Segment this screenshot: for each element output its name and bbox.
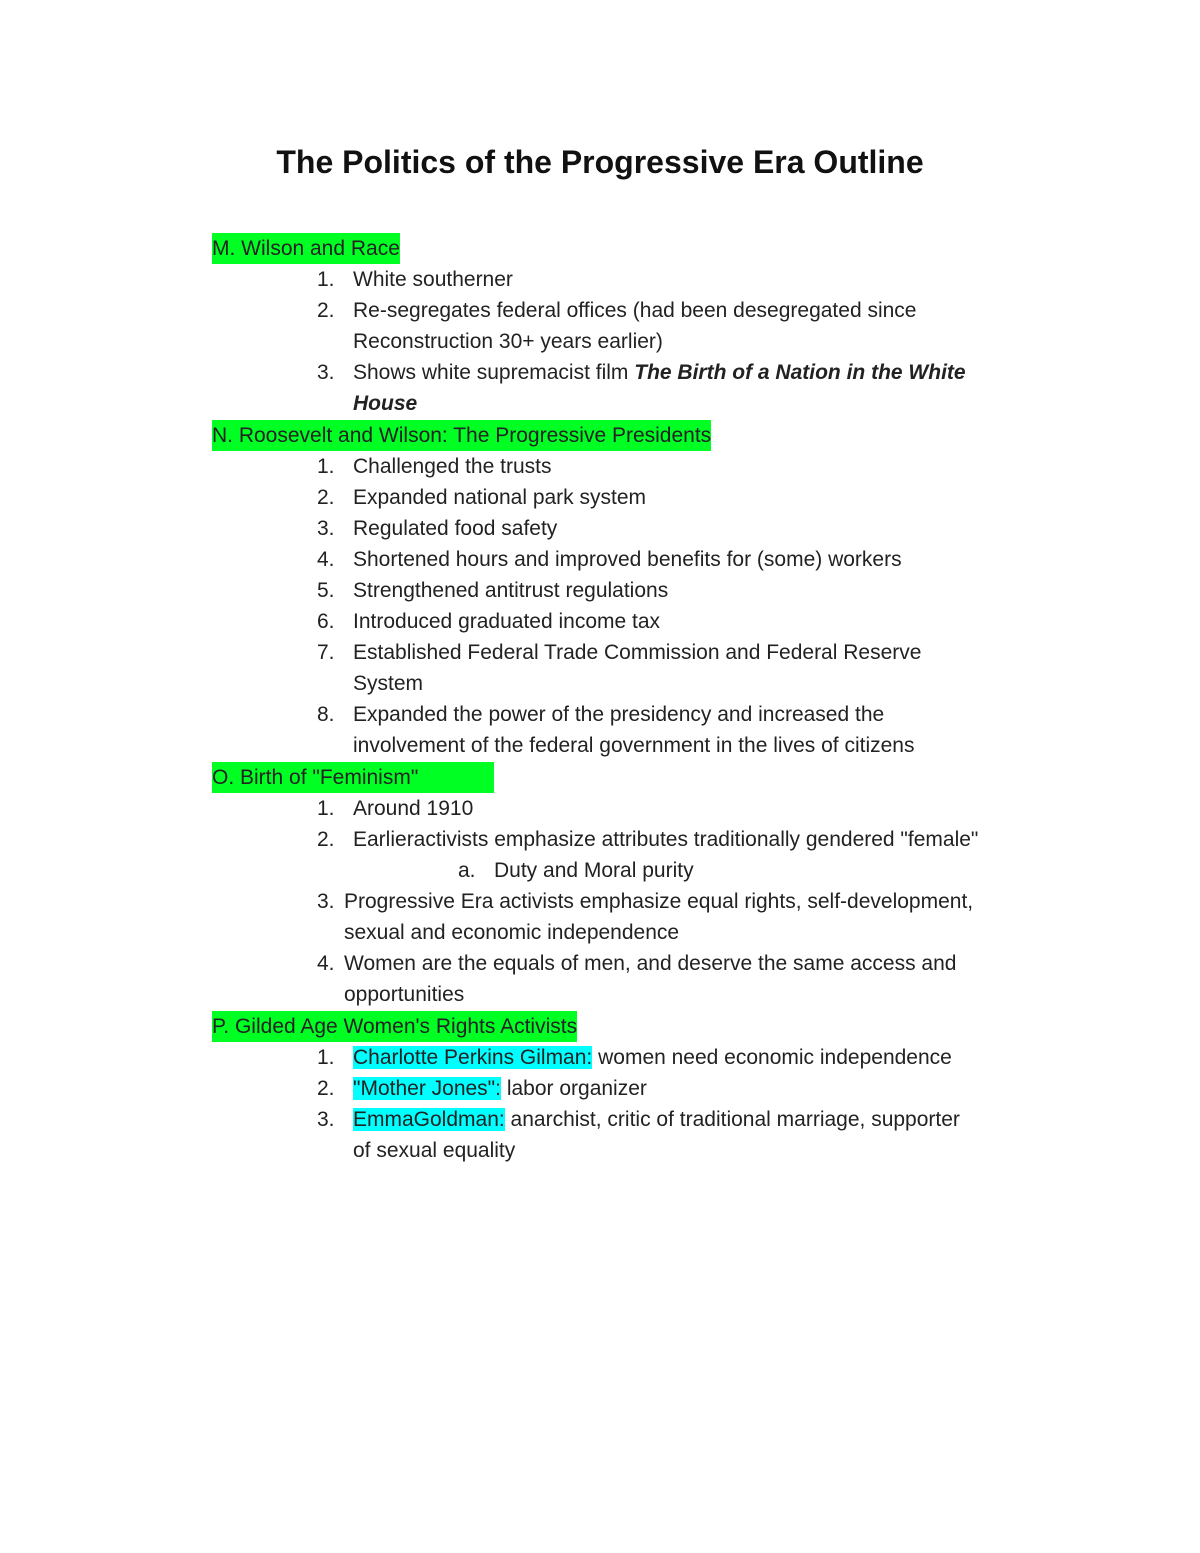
list-item-continuation: of sexual equality: [353, 1139, 516, 1162]
list-item: Re-segregates federal offices (had been desegregated since: [353, 299, 917, 322]
item-number: 2.: [317, 1077, 335, 1100]
list-item-continuation: opportunities: [344, 983, 465, 1006]
list-item: Challenged the trusts: [353, 455, 552, 478]
list-item: Regulated food safety: [353, 517, 558, 540]
list-item: Established Federal Trade Commission and Federal Reserve: [353, 641, 922, 664]
list-item-continuation: System: [353, 672, 424, 695]
item-number: 5.: [317, 579, 335, 602]
list-item: Progressive Era activists emphasize equal rights, self-development,: [344, 890, 974, 913]
list-item: Expanded the power of the presidency and increased the: [353, 703, 885, 726]
list-item: Introduced graduated income tax: [353, 610, 661, 633]
film-title-continuation: House: [353, 392, 418, 415]
section-heading-p: P. Gilded Age Women's Rights Activists: [212, 1011, 577, 1042]
activist-description: labor organizer: [500, 1077, 647, 1100]
list-item: Expanded national park system: [353, 486, 647, 509]
list-item: Strengthened antitrust regulations: [353, 579, 669, 602]
item-number: 3.: [317, 361, 335, 384]
item-number: 8.: [317, 703, 335, 726]
sub-list-item: Duty and Moral purity: [494, 859, 694, 882]
list-item: White southerner: [353, 268, 513, 291]
list-item-continuation: involvement of the federal government in the lives of citizens: [353, 734, 915, 757]
list-item-continuation: Reconstruction 30+ years earlier): [353, 330, 663, 353]
sub-item-letter: a.: [458, 859, 476, 882]
list-item: [353, 1104, 960, 1135]
film-title: The Birth of a Nation in the White: [634, 361, 966, 384]
item-number: 2.: [317, 828, 335, 851]
section-heading-o: O. Birth of "Feminism": [212, 762, 494, 793]
item-number: 1.: [317, 268, 335, 291]
item-number: 2.: [317, 299, 335, 322]
item-number: 2.: [317, 486, 335, 509]
item-number: 1.: [317, 455, 335, 478]
item-text: Shows white supremacist film: [353, 361, 635, 384]
list-item: [353, 1073, 647, 1104]
item-number: 3.: [317, 1108, 335, 1131]
list-item-continuation: sexual and economic independence: [344, 921, 680, 944]
activist-description: anarchist, critic of traditional marriage, supporter: [504, 1108, 960, 1131]
section-heading-m: M. Wilson and Race: [212, 233, 400, 264]
list-item: Shortened hours and improved benefits for (some) workers: [353, 548, 902, 571]
item-number: 7.: [317, 641, 335, 664]
activist-description: women need economic independence: [592, 1046, 952, 1069]
list-item: Earlieractivists emphasize attributes traditionally gendered "female": [353, 828, 979, 851]
list-item: [353, 1042, 952, 1073]
item-number: 3.: [317, 517, 335, 540]
item-number: 6.: [317, 610, 335, 633]
item-number: 3.: [317, 890, 335, 913]
item-number: 1.: [317, 797, 335, 820]
item-number: 1.: [317, 1046, 335, 1069]
activist-name: "Mother Jones":: [353, 1077, 501, 1100]
list-item: [353, 357, 966, 388]
page-title: The Politics of the Progressive Era Outline: [276, 144, 924, 180]
activist-name: EmmaGoldman:: [353, 1108, 505, 1131]
list-item: Women are the equals of men, and deserve the same access and: [344, 952, 957, 975]
section-heading-n: N. Roosevelt and Wilson: The Progressive Presidents: [212, 420, 711, 451]
list-item: Around 1910: [353, 797, 474, 820]
activist-name: Charlotte Perkins Gilman:: [353, 1046, 593, 1069]
item-number: 4.: [317, 548, 335, 571]
item-number: 4.: [317, 952, 335, 975]
